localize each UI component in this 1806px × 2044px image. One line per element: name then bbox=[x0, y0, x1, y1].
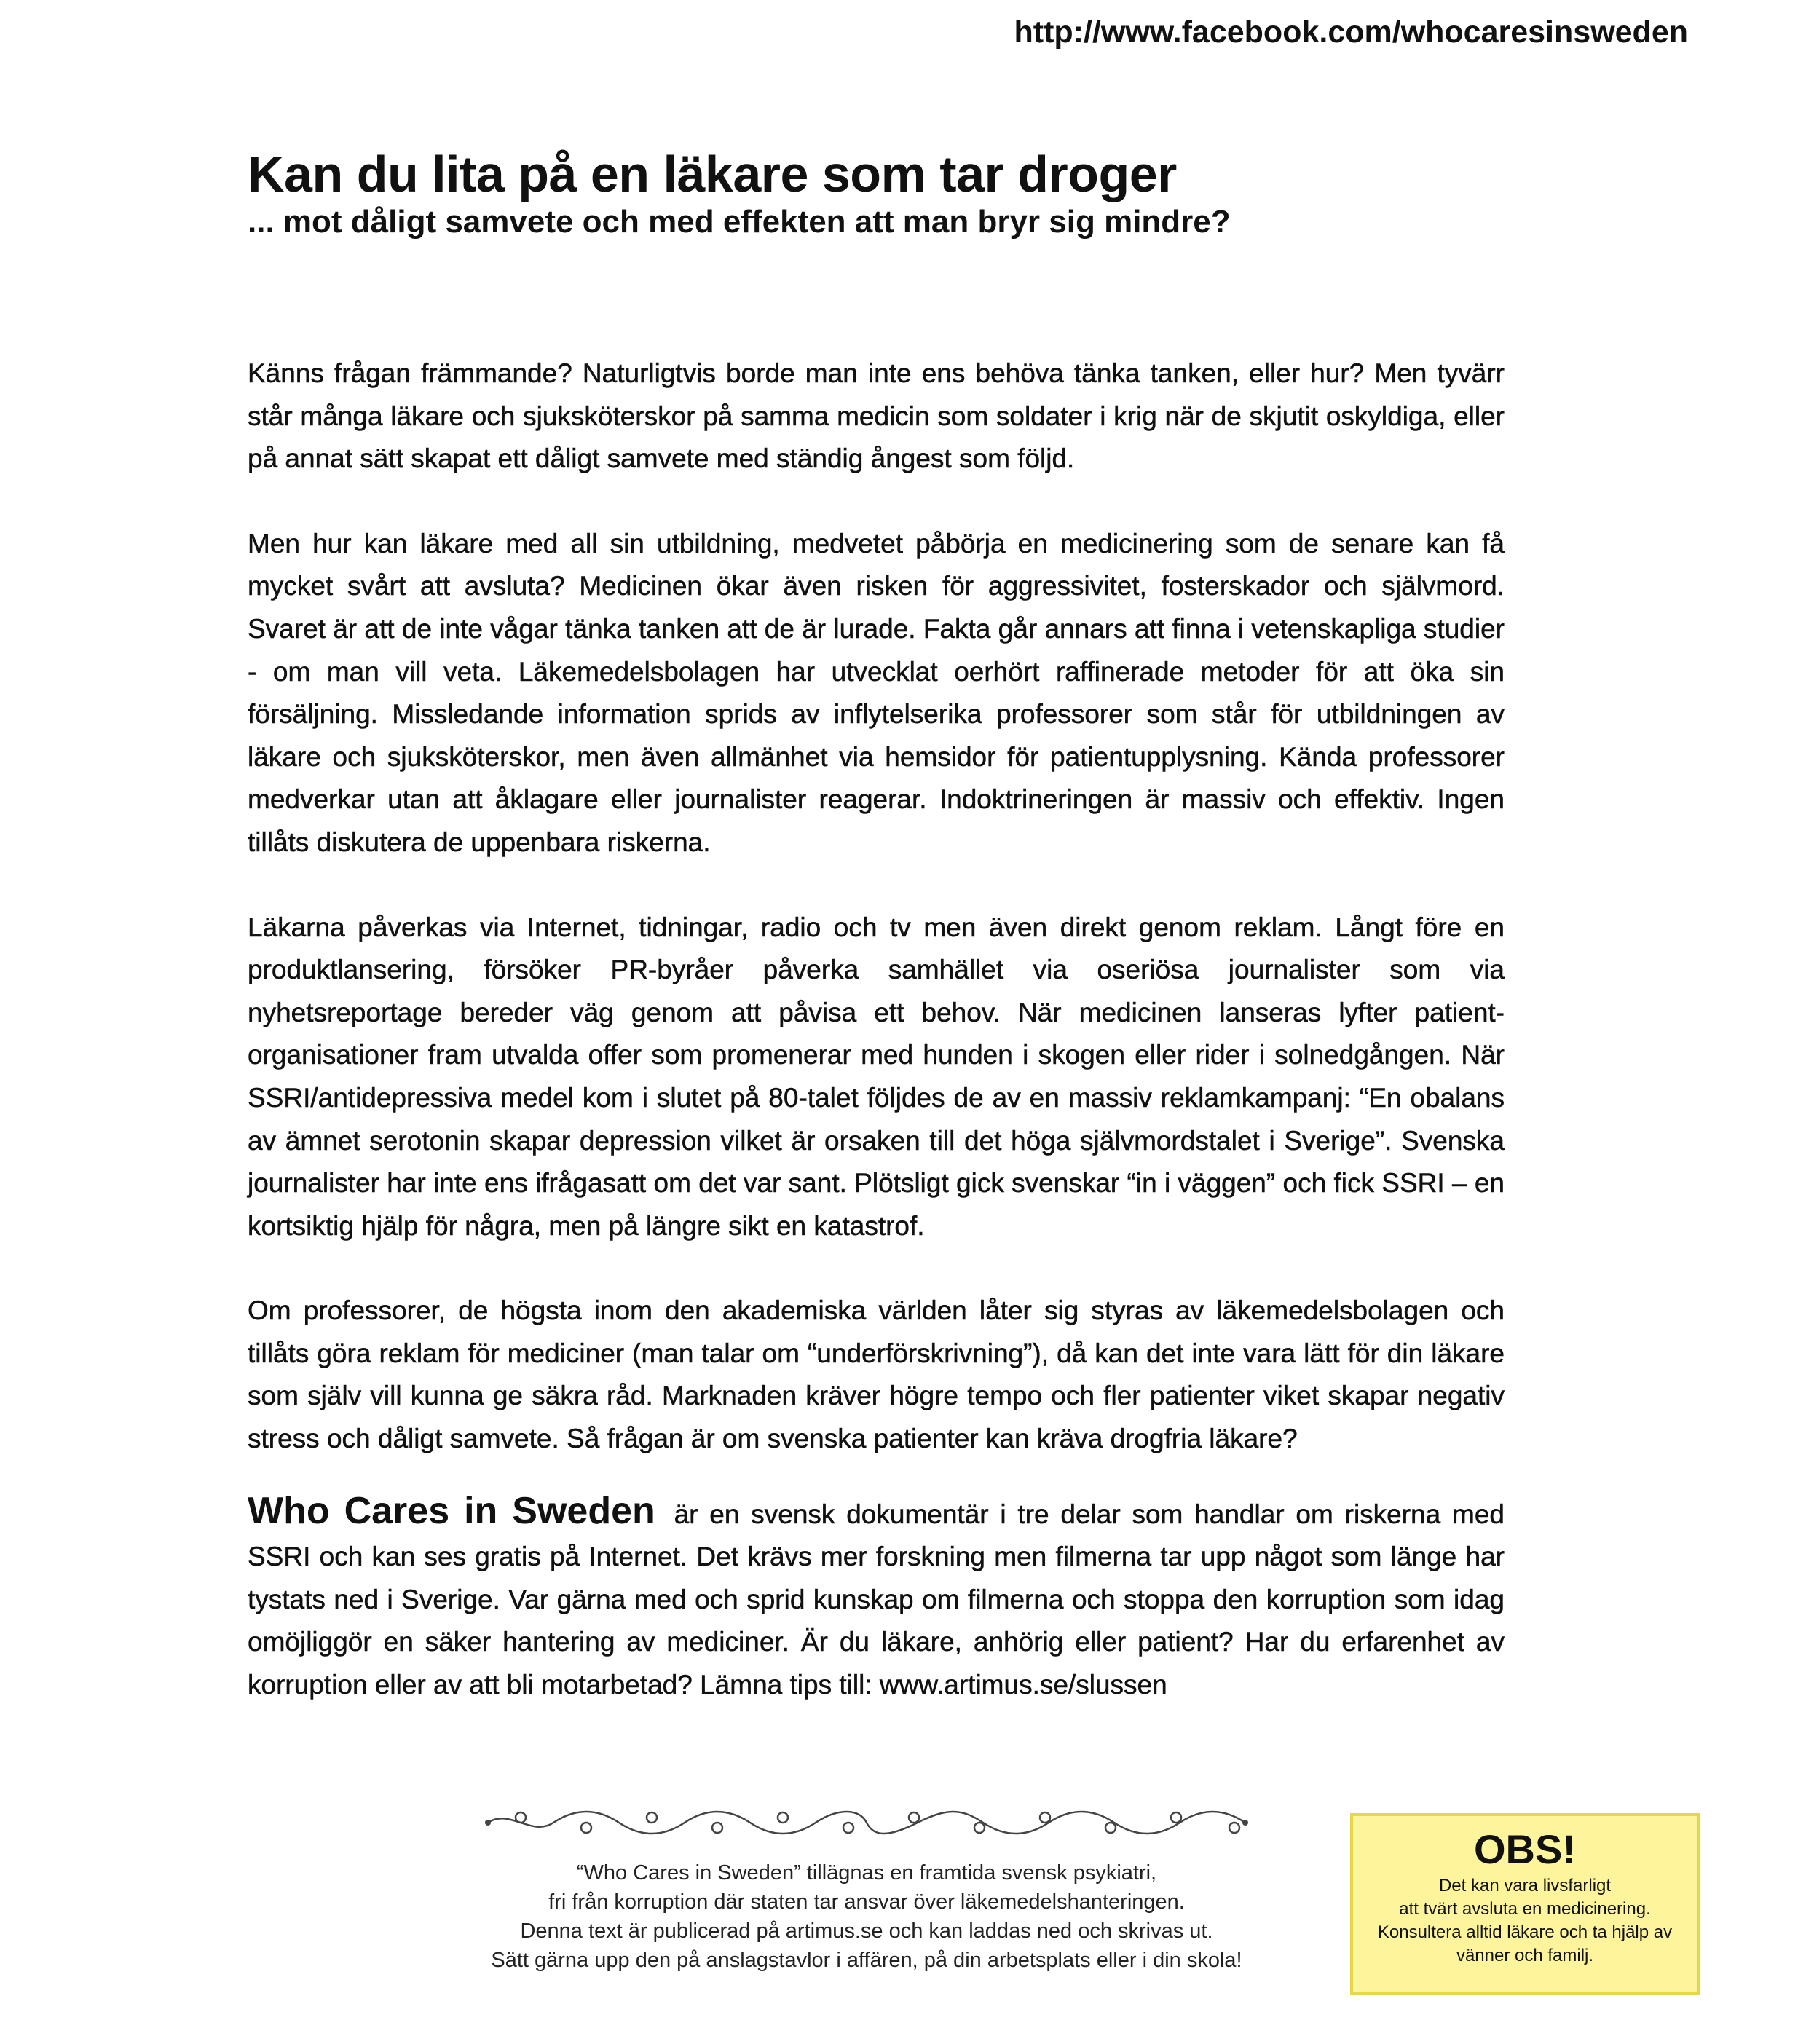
obs-text bbox=[1353, 1874, 1697, 1968]
facebook-url[interactable]: http://www.facebook.com/whocaresinsweden bbox=[1014, 15, 1688, 50]
dedication-line: Sätt gärna upp den på anslagstavlor i affären, på din arbetsplats eller i din skola! bbox=[491, 1949, 1242, 1972]
brand-name: Who Cares in Sweden bbox=[248, 1489, 655, 1532]
dedication bbox=[437, 1858, 1296, 1975]
closing-paragraph bbox=[248, 1490, 1505, 1707]
obs-line: Det kan vara livsfarligt bbox=[1438, 1876, 1612, 1895]
dedication-line: “Who Cares in Sweden” tillägnas en framtida svensk psykiatri, bbox=[576, 1861, 1157, 1885]
page-title: Kan du lita på en läkare som tar droger bbox=[248, 146, 1177, 202]
paragraph-1: Känns frågan främmande? Naturligtvis borde man inte ens behöva tänka tanken, eller hur? Men tyvärr står många läkare och sjuksköterskor på samma medicin som soldater i krig när de skjutit oskyldiga, eller på annat sätt skapat ett dåligt samvete med ständig ångest som följd. bbox=[248, 358, 1505, 474]
floral-divider-icon bbox=[481, 1804, 1253, 1841]
closing-text: är en svensk dokumentär i tre delar som handlar om riskerna med SSRI och kan ses gratis på Internet. Det krävs mer forskning men filmerna tar upp något som länge har tystats ned i Sverige. Var gärna med och sprid kunskap om filmerna och stoppa den korruption som idag omöjliggör en säker hantering av mediciner. Är du läkare, anhörig eller patient? Har du erfarenhet av korruption eller av att bli motarbetad? Lämna tips till: www.artimus.se/slussen bbox=[248, 1499, 1505, 1700]
page-subtitle: ... mot dåligt samvete och med effekten att man bryr sig mindre? bbox=[248, 204, 1231, 240]
obs-line: att tvärt avsluta en medicinering. bbox=[1399, 1899, 1651, 1919]
headline bbox=[248, 146, 1558, 242]
paragraph-4: Om professorer, de högsta inom den akademiska världen låter sig styras av läkemedelsbolagen och tillåts göra reklam för mediciner (man talar om “underförskrivning”), då kan det inte vara lätt för din läkare som själv vill kunna ge säkra råd. Marknaden kräver högre tempo och fler patienter viket skapar negativ stress och dåligt samvete. Så frågan är om svenska patienter kan kräva drogfria läkare? bbox=[248, 1295, 1505, 1454]
dedication-line: fri från korruption där staten tar ansvar över läkemedelshanteringen. bbox=[548, 1890, 1185, 1914]
article-body bbox=[248, 352, 1505, 1749]
paragraph-2: Men hur kan läkare med all sin utbildning, medvetet påbörja en medicinering som de senare kan få mycket svårt att avsluta? Medicinen ökar även risken för aggressivitet, fosterskador och självmord. Svaret är att de inte vågar tänka tanken att de är lurade. Fakta går annars att finna i vetenskapliga studier - om man vill veta. Läkemedelsbolagen har utvecklat oerhört raffinerade metoder för att öka sin försäljning. Missledande information sprids av inflytelserika professorer som står för utbildningen av läkare och sjuksköterskor, men även allmänhet via hemsidor för patientupplysning. Kända professorer medverkar utan att åklagare eller journalister reagerar. Indoktrineringen är massiv och effektiv. Ingen tillåts diskutera de uppenbara riskerna. bbox=[248, 528, 1505, 857]
obs-line: vänner och familj. bbox=[1456, 1946, 1594, 1965]
obs-title: OBS! bbox=[1474, 1826, 1576, 1872]
dedication-line: Denna text är publicerad på artimus.se och kan laddas ned och skrivas ut. bbox=[520, 1919, 1213, 1943]
obs-notice bbox=[1350, 1813, 1700, 1995]
obs-line: Konsultera alltid läkare och ta hjälp av bbox=[1377, 1922, 1673, 1942]
paragraph-3: Läkarna påverkas via Internet, tidningar, radio och tv men även direkt genom reklam. Långt före en produktlansering, försöker PR-byråer påverka samhället via oseriösa journalister som via nyhetsreportage bereder väg genom att påvisa ett behov. När medicinen lanseras lyfter patient-organisationer fram utvalda offer som promenerar med hunden i skogen eller rider i solnedgången. När SSRI/antidepressiva medel kom i slutet på 80-talet följdes de av en massiv reklamkampanj: “En obalans av ämnet serotonin skapar depression vilket är orsaken till det höga självmordstalet i Sverige”. Svenska journalister har inte ens ifrågasatt om det var sant. Plötsligt gick svenskar “in i väggen” och fick SSRI – en kortsiktig hjälp för några, men på längre sikt en katastrof. bbox=[248, 912, 1505, 1241]
